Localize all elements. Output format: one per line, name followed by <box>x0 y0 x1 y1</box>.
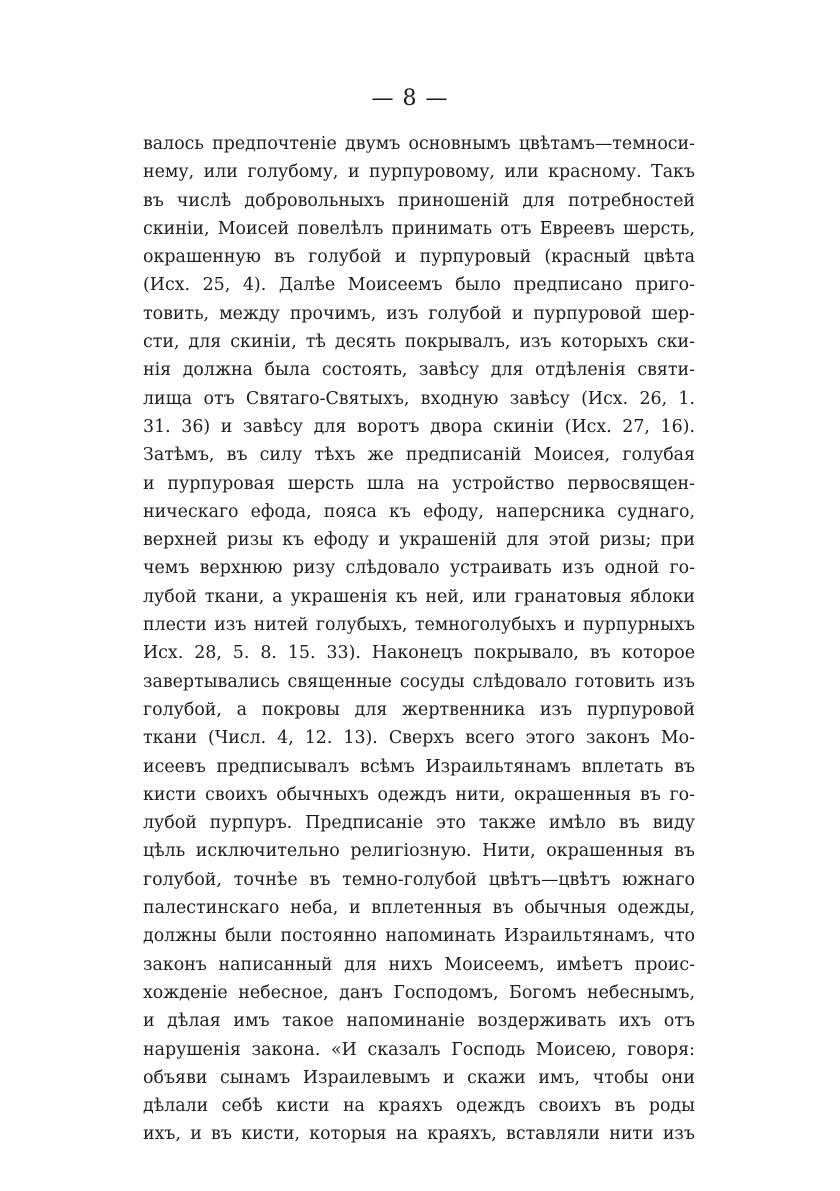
text-line: сти, для скиніи, тѣ десять покрывалъ, изъ которыхъ ски- <box>143 332 695 353</box>
text-line: завертывались священные сосуды слѣдовало готовить изъ <box>143 671 695 692</box>
body-text <box>143 130 695 1149</box>
text-line: 31. 36) и завѣсу для воротъ двора скиніи (Исх. 27, 16). <box>143 416 695 437</box>
text-line: исеевъ предписывалъ всѣмъ Израильтянамъ вплетать въ <box>143 756 695 777</box>
page-number: — 8 — <box>371 86 449 111</box>
text-line: чемъ верхнюю ризу слѣдовало устраивать изъ одной го- <box>143 558 695 579</box>
text-line: нарушенія закона. «И сказалъ Господь Моисею, говоря: <box>143 1039 695 1060</box>
text-line: верхней ризы къ ефоду и украшеній для этой ризы; при <box>143 530 695 551</box>
text-line: и дѣлая имъ такое напоминаніе воздерживать ихъ отъ <box>143 1011 695 1032</box>
text-line: палестинскаго неба, и вплетенныя въ обычныя одежды, <box>143 898 695 919</box>
text-line: голубой, а покровы для жертвенника изъ пурпуровой <box>143 699 695 720</box>
text-line: товить, между прочимъ, изъ голубой и пурпуровой шер- <box>143 303 695 324</box>
text-line: въ числѣ добровольныхъ приношеній для потребностей <box>143 190 695 211</box>
text-line: и пурпуровая шерсть шла на устройство первосвящен- <box>143 473 695 494</box>
text-line: Исх. 28, 5. 8. 15. 33). Наконецъ покрывало, въ которое <box>143 643 695 664</box>
text-line: валось предпочтеніе двумъ основнымъ цвѣтамъ—темноси- <box>143 134 695 154</box>
text-line: Затѣмъ, въ силу тѣхъ же предписаній Моисея, голубая <box>143 445 695 466</box>
text-line: ихъ, и въ кисти, которыя на краяхъ, вставляли нити изъ <box>143 1124 695 1145</box>
text-line: ническаго ефода, пояса къ ефоду, наперсника суднаго, <box>143 501 695 522</box>
text-line: объяви сынамъ Израилевымъ и скажи имъ, чтобы они <box>143 1067 695 1088</box>
text-line: нія должна была состоять, завѣсу для отдѣленія святи- <box>143 360 695 381</box>
text-line: голубой, точнѣе въ темно-голубой цвѣтъ—цвѣтъ южнаго <box>143 869 695 890</box>
text-line: хожденіе небесное, данъ Господомъ, Богомъ небеснымъ, <box>143 982 695 1003</box>
text-line: плести изъ нитей голубыхъ, темноголубыхъ и пурпурныхъ <box>143 615 695 636</box>
text-line: нему, или голубому, и пурпуровому, или красному. Такъ <box>143 162 695 183</box>
text-line: лища отъ Святаго-Святыхъ, входную завѣсу (Исх. 26, 1. <box>143 388 695 409</box>
text-line: ткани (Числ. 4, 12. 13). Сверхъ всего этого законъ Мо- <box>143 728 695 749</box>
text-line: дѣлали себѣ кисти на краяхъ одеждъ своихъ въ роды <box>143 1096 695 1117</box>
text-line: кисти своихъ обычныхъ одеждъ нити, окрашенныя въ го- <box>143 784 695 805</box>
text-line: скиніи, Моисей повелѣлъ принимать отъ Евреевъ шерсть, <box>143 218 695 239</box>
text-line: (Исх. 25, 4). Далѣе Моисеемъ было предписано приго- <box>143 275 695 296</box>
text-line: цѣль исключительно религіозную. Нити, окрашенныя въ <box>143 841 695 862</box>
text-line: должны были постоянно напоминать Израильтянамъ, что <box>143 926 695 947</box>
text-line: законъ написанный для нихъ Моисеемъ, имѣетъ проис- <box>143 954 695 975</box>
text-line: окрашенную въ голубой и пурпуровый (красный цвѣта <box>143 247 695 268</box>
text-line: лубой пурпуръ. Предписаніе это также имѣло въ виду <box>143 813 695 834</box>
text-line: лубой ткани, а украшенія къ ней, или гранатовыя яблоки <box>143 586 695 607</box>
